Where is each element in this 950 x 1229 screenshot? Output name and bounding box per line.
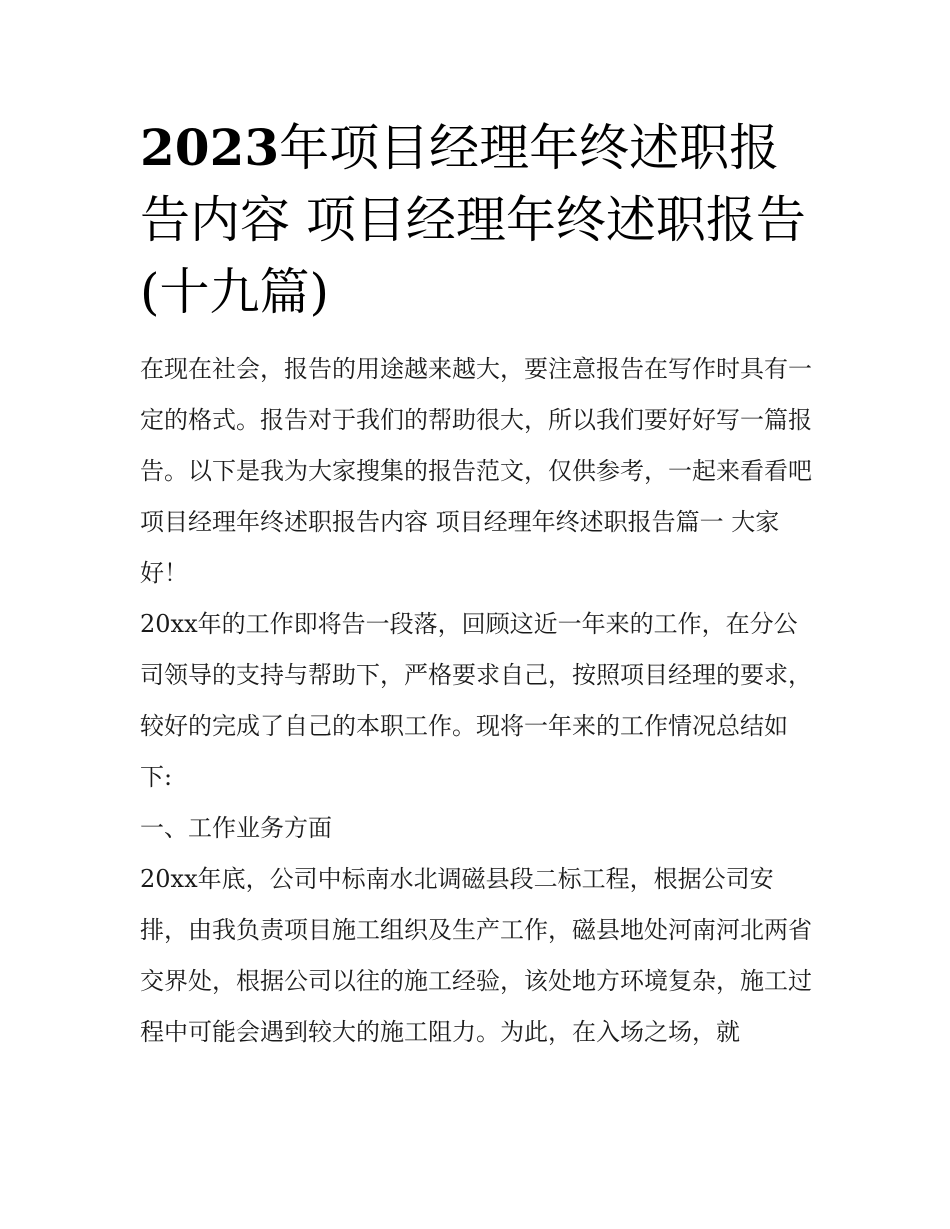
document-title bbox=[140, 112, 820, 328]
document-content bbox=[140, 112, 820, 1058]
section-title-work: 一、工作业务方面 bbox=[140, 814, 332, 842]
section-heading-paragraph: 项目经理年终述职报告内容 项目经理年终述职报告篇一 大家好！ bbox=[140, 508, 780, 587]
document-body bbox=[140, 344, 820, 1058]
title-year: 2023 bbox=[140, 118, 280, 177]
title-text: 年项目经理年终述职报告内容 项目经理年终述职报告(十九篇) bbox=[140, 119, 806, 321]
summary-paragraph: 20xx年的工作即将告一段落，回顾这近一年来的工作，在分公司领导的支持与帮助下，严格要求自己，按照项目经理的要求，较好的完成了自己的本职工作。现将一年来的工作情况总结如下: bbox=[140, 610, 812, 791]
intro-paragraph: 在现在社会，报告的用途越来越大，要注意报告在写作时具有一定的格式。报告对于我们的帮助很大，所以我们要好好写一篇报告。以下是我为大家搜集的报告范文，仅供参考，一起来看看吧 bbox=[140, 355, 812, 485]
work-paragraph: 20xx年底，公司中标南水北调磁县段二标工程，根据公司安排，由我负责项目施工组织及生产工作，磁县地处河南河北两省交界处，根据公司以往的施工经验，该处地方环境复杂，施工过程中可能会遇到较大的施工阻力。为此，在入场之场，就 bbox=[140, 865, 812, 1046]
